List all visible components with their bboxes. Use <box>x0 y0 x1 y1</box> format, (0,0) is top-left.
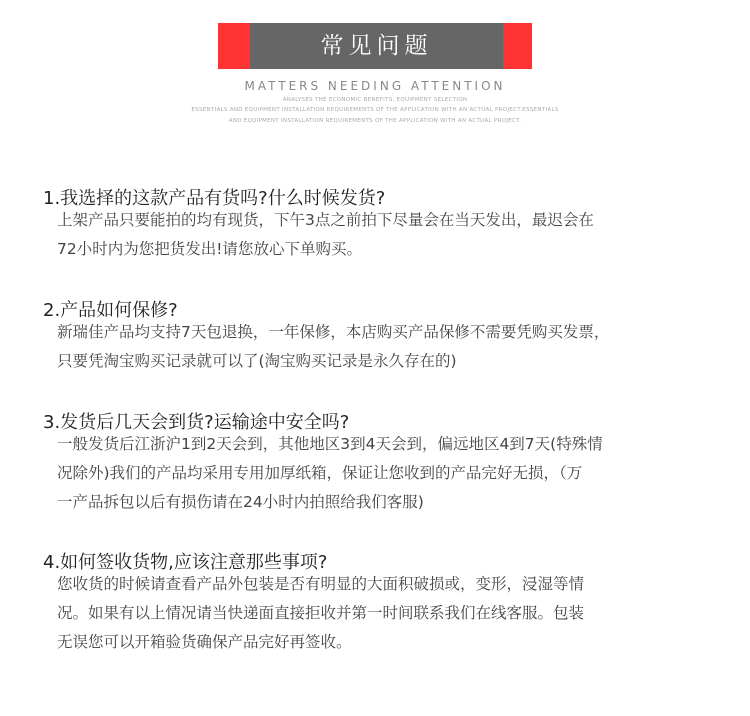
title-banner <box>218 23 532 69</box>
answer-line: 您收货的时候请查看产品外包装是否有明显的大面积破损或，变形，浸湿等情 <box>57 575 585 593</box>
question-3: 3.发货后几天会到货?运输途中安全吗? <box>43 412 350 433</box>
answer-line: 况。如果有以上情况请当快递面直接拒收并第一时间联系我们在线客服。包装 <box>57 604 585 622</box>
small-text: ESSENTIALS AND EQUIPMENT INSTALLATION REQUIREMENTS OF THE APPLICATION WITH AN ACTUAL PROJECT.ESSENTIALS <box>191 107 559 113</box>
small-text: AND EQUIPMENT INSTALLATION REQUIREMENTS OF THE APPLICATION WITH AN ACTUAL PROJECT. <box>228 118 522 124</box>
answer-3 <box>57 430 727 517</box>
answer-line: 况除外)我们的产品均采用专用加厚纸箱，保证让您收到的产品完好无损，（万 <box>57 464 583 482</box>
small-text: ANALYSES THE ECONOMIC BENEFITS, EQUIPMENT SELECTION <box>282 97 468 103</box>
answer-line: 72小时内为您把货发出!请您放心下单购买。 <box>57 240 362 258</box>
answer-line: 上架产品只要能拍的均有现货，下午3点之前拍下尽量会在当天发出，最迟会在 <box>57 211 594 229</box>
answer-line: 无误您可以开箱验货确保产品完好再签收。 <box>57 633 352 651</box>
answer-1 <box>57 206 727 264</box>
answer-4 <box>57 570 727 657</box>
answer-line: 新瑞佳产品均支持7天包退换，一年保修，本店购买产品保修不需要凭购买发票， <box>57 323 610 341</box>
answer-line: 一产品拆包以后有损伤请在24小时内拍照给我们客服) <box>57 493 424 511</box>
question-2: 2.产品如何保修? <box>43 300 178 321</box>
page-title: 常见问题 <box>250 23 503 69</box>
subtitle: MATTERS NEEDING ATTENTION <box>244 79 506 93</box>
answer-line: 只要凭淘宝购买记录就可以了(淘宝购买记录是永久存在的) <box>57 352 457 370</box>
question-1: 1.我选择的这款产品有货吗?什么时候发货? <box>43 188 386 209</box>
answer-line: 一般发货后江浙沪1到2天会到，其他地区3到4天会到，偏远地区4到7天(特殊情 <box>57 435 603 453</box>
question-4: 4.如何签收货物,应该注意那些事项? <box>43 552 328 573</box>
answer-2 <box>57 318 727 376</box>
